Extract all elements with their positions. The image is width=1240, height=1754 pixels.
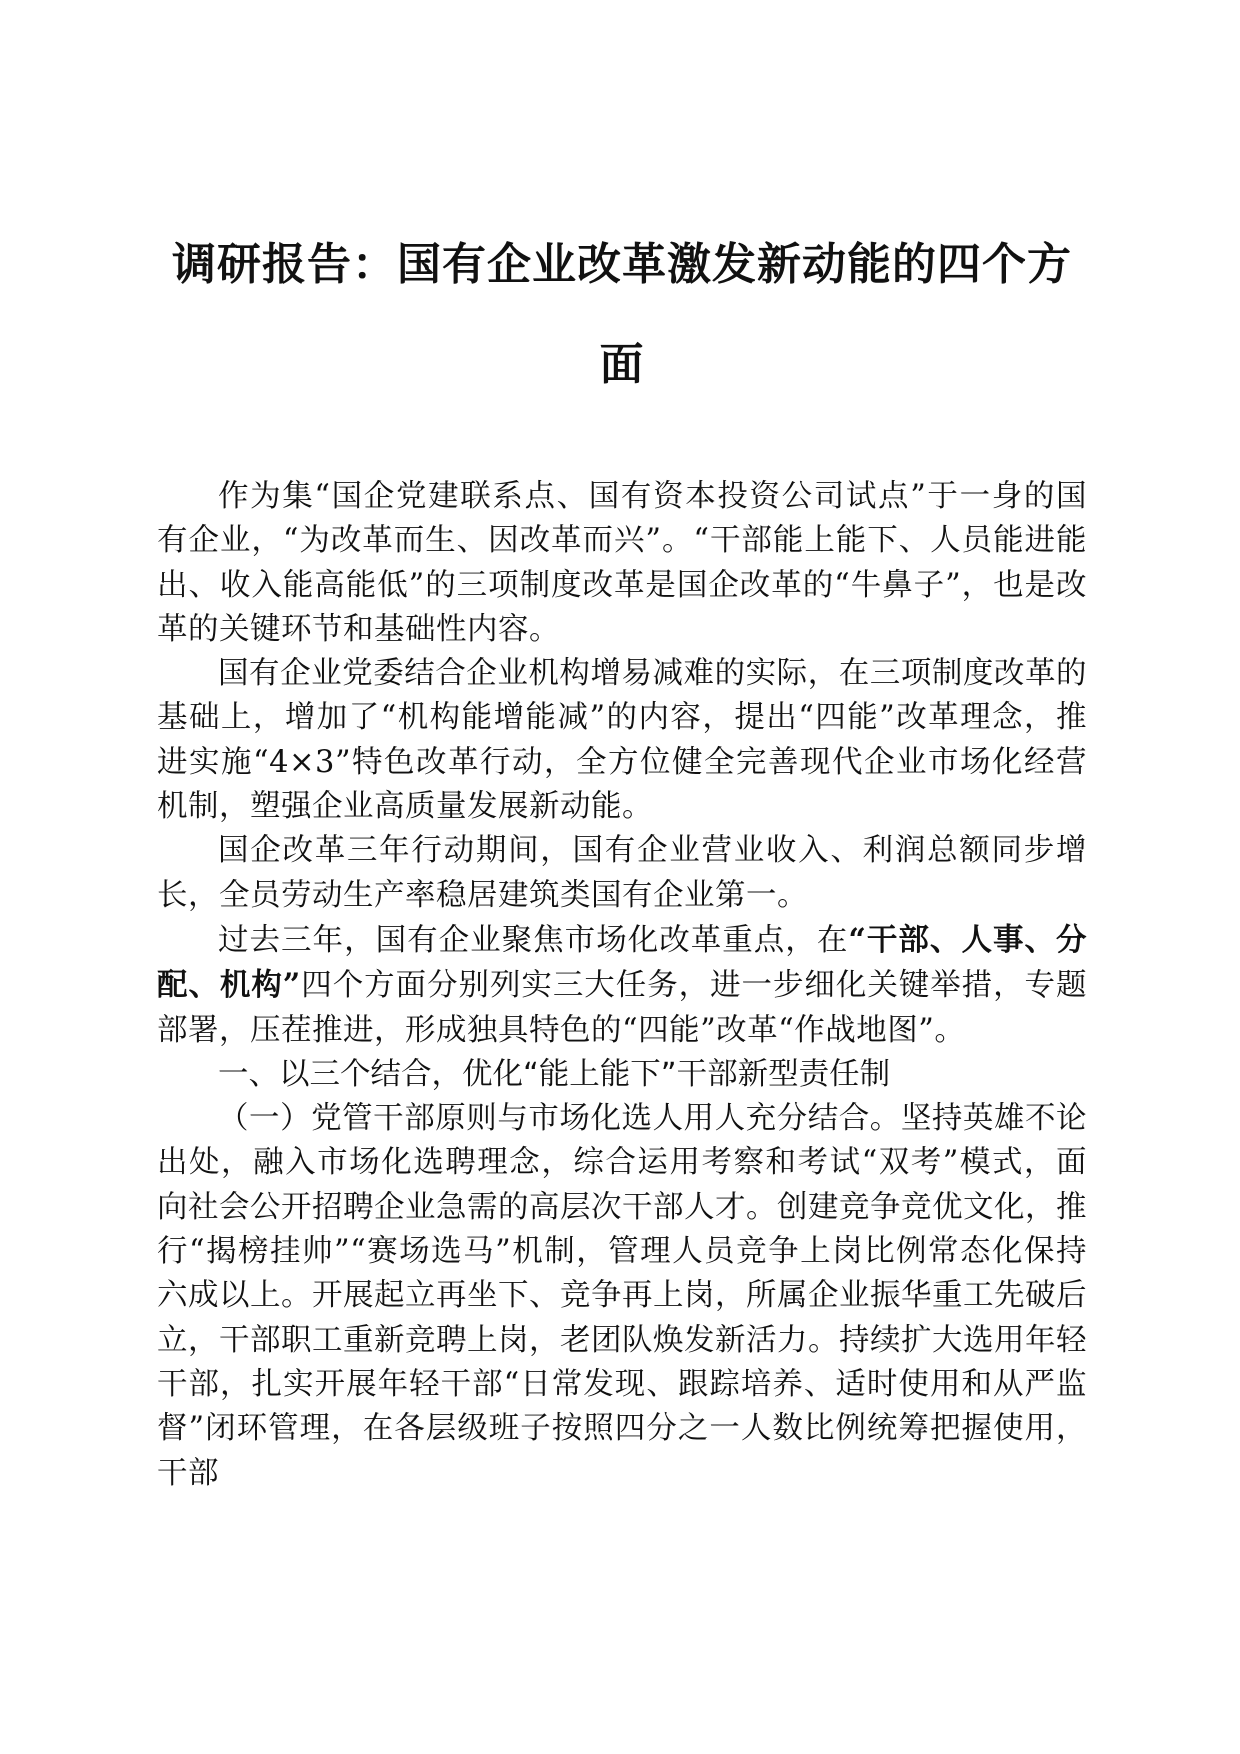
paragraph-overview	[157, 918, 1087, 1053]
overview-bold-emphasis: “干部、人事、分配、机构”	[157, 921, 1088, 1004]
document-body	[157, 475, 1087, 1496]
overview-text-before: 过去三年，国有企业聚焦市场化改革重点，在	[218, 922, 849, 958]
paragraph-four-abilities: 国有企业党委结合企业机构增易减难的实际，在三项制度改革的基础上，增加了“机构能增能减”的内容，提出“四能”改革理念，推进实施“4×3”特色改革行动，全方位健全完善现代企业市场化经营机制，塑强企业高质量发展新动能。	[157, 656, 1087, 825]
document-title: 调研报告：国有企业改革激发新动能的四个方面	[172, 239, 1072, 390]
paragraph-intro: 作为集“国企党建联系点、国有资本投资公司试点”于一身的国有企业，“为改革而生、因改革而兴”。“干部能上能下、人员能进能出、收入能高能低”的三项制度改革是国企改革的“牛鼻子”，也是改革的关键环节和基础性内容。	[157, 479, 1087, 647]
subsection-heading: （一）党管干部原则与市场化选人用人充分结合。	[218, 1101, 901, 1137]
section-heading: 一、以三个结合，优化“能上能下”干部新型责任制	[218, 1056, 891, 1092]
paragraph-results: 国企改革三年行动期间，国有企业营业收入、利润总额同步增长，全员劳动生产率稳居建筑类国有企业第一。	[157, 833, 1087, 913]
overview-text-after: 四个方面分别列实三大任务，进一步细化关键举措，专题部署，压茬推进，形成独具特色的“四能”改革“作战地图”。	[157, 968, 1088, 1048]
subsection-text: 坚持英雄不论出处，融入市场化选聘理念，综合运用考察和考试“双考”模式，面向社会公开招聘企业急需的高层次干部人才。创建竞争竞优文化，推行“揭榜挂帅”“赛场选马”机制，管理人员竞争上岗比例常态化保持六成以上。开展起立再坐下、竞争再上岗，所属企业振华重工先破后立，干部职工重新竞聘上岗，老团队焕发新活力。持续扩大选用年轻干部，扎实开展年轻干部“日常发现、跟踪培养、适时使用和从严监督”闭环管理，在各层级班子按照四分之一人数比例统筹把握使用，干部	[157, 1101, 1088, 1491]
document-page	[157, 215, 1087, 1496]
subsection-paragraph	[157, 1097, 1087, 1496]
